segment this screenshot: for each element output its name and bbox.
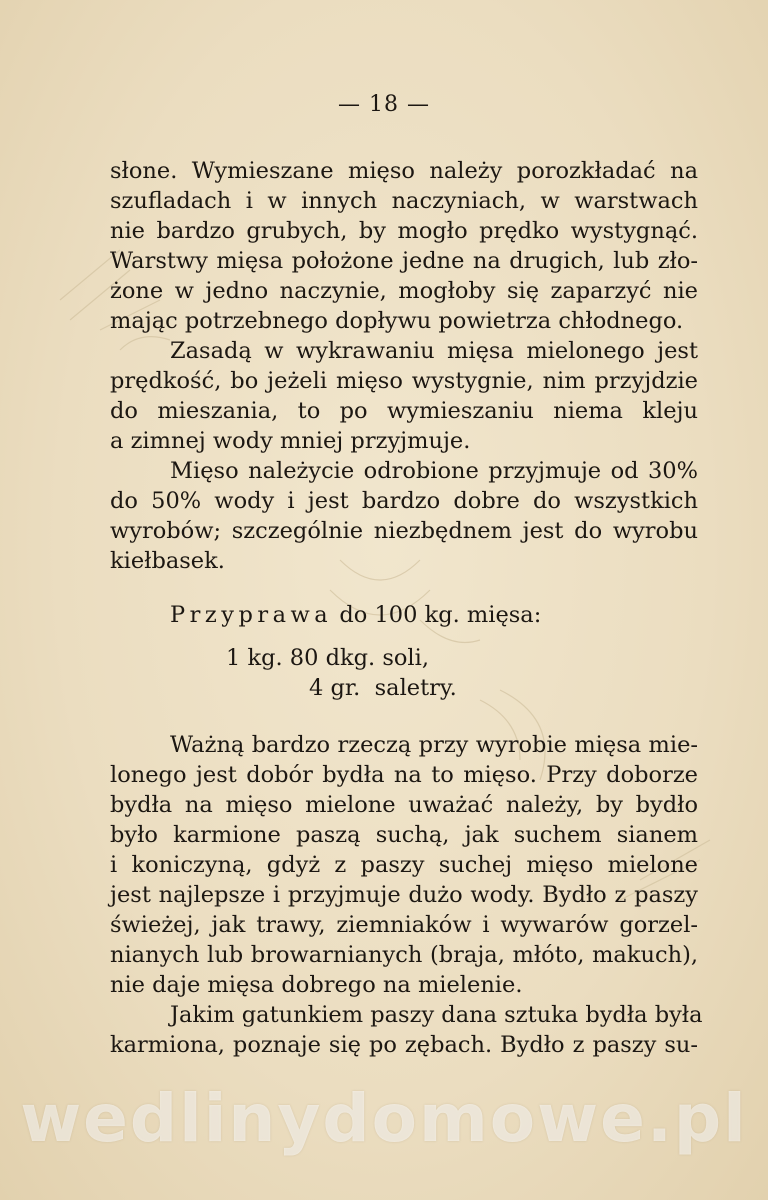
text-line: do mieszania, to po wymieszaniu niema kleju (110, 398, 698, 424)
text-line: nie bardzo grubych, by mogło prędko wystygnąć. (110, 218, 698, 244)
text-line: Zasadą w wykrawaniu mięsa mielonego jest (170, 338, 698, 364)
recipe-heading-spaced: Przyprawa (170, 602, 333, 628)
text-line: szufladach i w innych naczyniach, w warstwach (110, 188, 698, 214)
text-line: do 50% wody i jest bardzo dobre do wszystkich (110, 488, 698, 514)
recipe-line: 4 gr. saletry. (309, 675, 457, 701)
text-line: było karmione paszą suchą, jak suchem sianem (110, 822, 698, 848)
text-line: karmiona, poznaje się po zębach. Bydło z paszy su- (110, 1032, 698, 1058)
text-line: kiełbasek. (110, 548, 225, 574)
text-line: wyrobów; szczególnie niezbędnem jest do wyrobu (110, 518, 698, 544)
page-number: — 18 — (338, 92, 430, 117)
watermark: wedlinydomowe.pl (20, 1080, 748, 1157)
text-line: Mięso należycie odrobione przyjmuje od 30% (170, 458, 698, 484)
text-line: nianych lub browarnianych (braja, młóto, makuch), (110, 942, 698, 968)
text-line: słone. Wymieszane mięso należy porozkładać na (110, 158, 698, 184)
recipe-heading (170, 600, 541, 630)
text-line: bydła na mięso mielone uważać należy, by bydło (110, 792, 698, 818)
text-line: jest najlepsze i przyjmuje dużo wody. Bydło z paszy (110, 882, 698, 908)
text-line: żone w jedno naczynie, mogłoby się zaparzyć nie (110, 278, 698, 304)
text-line: lonego jest dobór bydła na to mięso. Przy doborze (110, 762, 698, 788)
text-line: Warstwy mięsa położone jedne na drugich, lub zło- (110, 248, 698, 274)
text-line: mając potrzebnego dopływu powietrza chłodnego. (110, 308, 684, 334)
recipe-heading-rest: do 100 kg. mięsa: (332, 602, 542, 628)
text-line: prędkość, bo jeżeli mięso wystygnie, nim przyjdzie (110, 368, 698, 394)
text-line: Jakim gatunkiem paszy dana sztuka bydła była (170, 1002, 703, 1028)
text-line: Ważną bardzo rzeczą przy wyrobie mięsa mie- (170, 732, 698, 758)
recipe-line: 1 kg. 80 dkg. soli, (226, 645, 429, 671)
text-line: świeżej, jak trawy, ziemniaków i wywarów gorzel- (110, 912, 698, 938)
text-line: i koniczyną, gdyż z paszy suchej mięso mielone (110, 852, 698, 878)
text-line: nie daje mięsa dobrego na mielenie. (110, 972, 523, 998)
text-line: a zimnej wody mniej przyjmuje. (110, 428, 471, 454)
